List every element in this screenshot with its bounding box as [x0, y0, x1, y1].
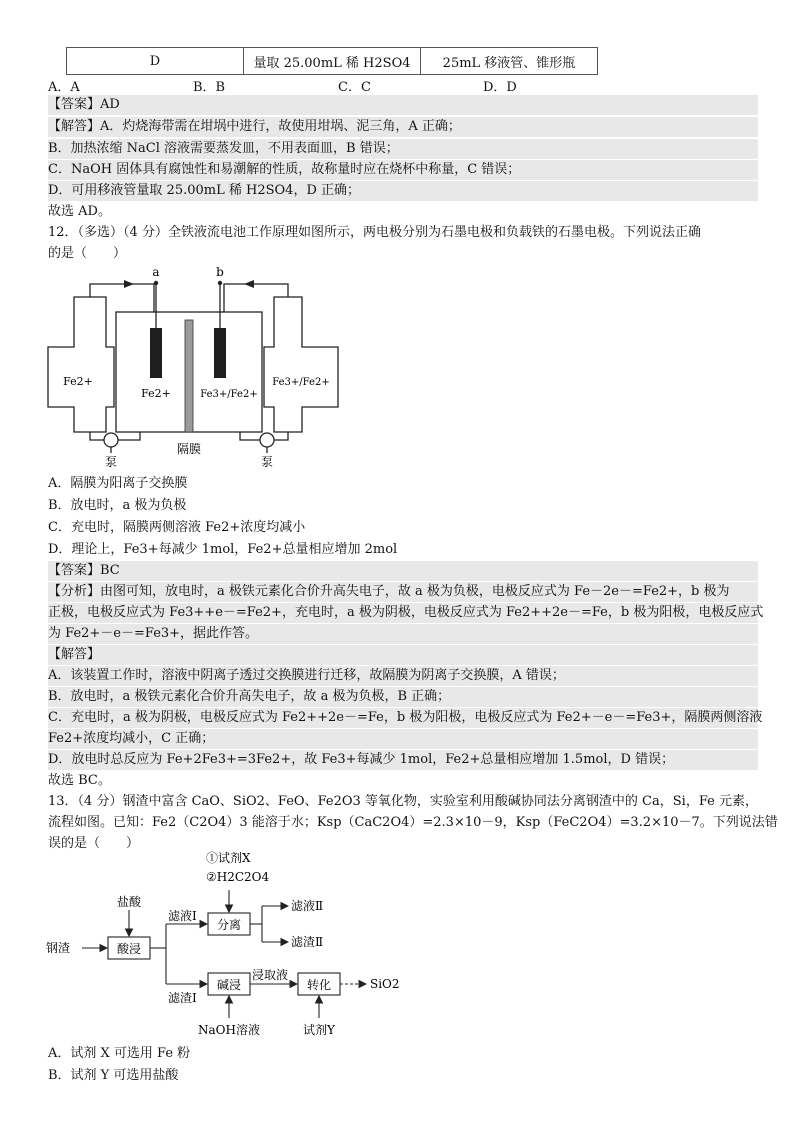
- naoh-label: NaOH溶液: [198, 1023, 260, 1037]
- q12-analysis-2: 正极，电极反应式为 Fe3++e－=Fe2+，充电时，a 极为阴极，电极反应式为 Fe2++2e－=Fe，b 极为阳极，电极反应式: [48, 603, 758, 623]
- q13-stem-2: 流程如图。已知：Fe2（C2O4）3 能溶于水；Ksp（CaC2O4）=2.3×10－9，Ksp（FeC2O4）=3.2×10－7。下列说法错: [48, 815, 778, 830]
- q12-analysis-1: 【分析】由图可知，放电时，a 极铁元素化合价升高失电子，故 a 极为负极，电极反应式为 Fe－2e－=Fe2+，b 极为: [48, 582, 758, 602]
- hcl-label: 盐酸: [116, 895, 142, 909]
- q11-analysis-5: 故选 AD。: [48, 204, 111, 219]
- q12-analysis-9: D．放电时总反应为 Fe+2Fe3+=3Fe2+，故 Fe3+每减少 1mol，Fe2+总量相应增加 1.5mol，D 错误；: [48, 750, 758, 770]
- flow-chart: [44, 848, 414, 1042]
- q13-stem-1: 13．（4 分）钢渣中富含 CaO、SiO2、FeO、Fe2O3 等氧化物，实验室利用酸碱协同法分离钢渣中的 Ca，Si，Fe 元素，: [48, 794, 758, 809]
- reagent-y-label: 试剂Y: [303, 1023, 335, 1037]
- q11-analysis-1: 【解答】A．灼烧海带需在坩埚中进行，故使用坩埚、泥三角，A 正确；: [48, 117, 758, 137]
- separate-box: 分离: [216, 918, 242, 932]
- q12-option-d: D．理论上，Fe3+每减少 1mol，Fe2+总量相应增加 2mol: [48, 542, 398, 557]
- q12-answer: 【答案】BC: [48, 561, 758, 581]
- q12-analysis-8: Fe2+浓度均减小，C 正确；: [48, 729, 758, 749]
- q13-option-a: A．试剂 X 可选用 Fe 粉: [48, 1046, 191, 1061]
- q12-stem-2: 的是（ ）: [48, 246, 127, 261]
- leachate-label: 浸取液: [252, 968, 289, 982]
- battery-diagram: [44, 262, 344, 470]
- q11-analysis-3: C．NaOH 固体具有腐蚀性和易潮解的性质，故称量时应在烧杯中称量，C 错误；: [48, 160, 758, 180]
- left-tank-label: Fe2+: [63, 375, 93, 388]
- q12-analysis-3: 为 Fe2+－e－=Fe3+，据此作答。: [48, 624, 758, 644]
- alkali-leach-box: 碱浸: [216, 978, 242, 992]
- choice-d: D．D: [483, 80, 517, 95]
- pump-right-label: 泵: [260, 455, 274, 469]
- table-cell-instrument: 25mL 移液管、锥形瓶: [421, 48, 598, 75]
- membrane-label: 隔膜: [176, 442, 202, 456]
- q12-analysis-5: A．该装置工作时，溶液中阴离子透过交换膜进行迁移，故隔膜为阴离子交换膜，A 错误；: [48, 666, 758, 686]
- choice-a: A．A: [48, 80, 80, 95]
- pump-left-label: 泵: [104, 455, 118, 469]
- q12-option-c: C．充电时，隔膜两侧溶液 Fe2+浓度均减小: [48, 520, 306, 535]
- q12-option-a: A．隔膜为阳离子交换膜: [48, 476, 188, 491]
- q11-analysis-2: B．加热浓缩 NaCl 溶液需要蒸发皿，不用表面皿，B 错误；: [48, 139, 758, 159]
- q12-analysis-10: 故选 BC。: [48, 773, 111, 788]
- sio2-label: SiO2: [370, 977, 400, 991]
- q11-answer: 【答案】AD: [48, 95, 758, 115]
- q12-analysis-6: B．放电时，a 极铁元素化合价升高失电子，故 a 极为负极，B 正确；: [48, 687, 758, 707]
- choice-b: B．B: [193, 80, 226, 95]
- q12-analysis-4: 【解答】: [48, 645, 758, 665]
- q11-choices: [48, 76, 668, 95]
- option-table: [66, 47, 598, 75]
- table-cell-operation: 量取 25.00mL 稀 H2SO4: [244, 48, 421, 75]
- right-tank-label: Fe3+/Fe2+: [272, 377, 330, 388]
- q13-option-b: B．试剂 Y 可选用盐酸: [48, 1068, 179, 1083]
- filtrate1-label: 滤液Ⅰ: [168, 909, 197, 923]
- table-cell-label: D: [67, 48, 244, 75]
- reagent-x-label: ①试剂X: [206, 851, 251, 865]
- q11-analysis-4: D．可用移液管量取 25.00mL 稀 H2SO4，D 正确；: [48, 181, 758, 201]
- table-row: [67, 48, 598, 75]
- acid-leach-box: 酸浸: [116, 942, 142, 956]
- q13-stem-3: 误的是（ ）: [48, 836, 140, 851]
- q12-stem-1: 12．（多选）（4 分）全铁液流电池工作原理如图所示，两电极分别为石墨电极和负载铁的石墨电极。下列说法正确: [48, 225, 701, 240]
- electrode-a-label: a: [152, 265, 160, 279]
- residue1-label: 滤渣Ⅰ: [168, 991, 197, 1005]
- residue2-label: 滤渣Ⅱ: [291, 935, 324, 949]
- choice-c: C．C: [338, 80, 371, 95]
- reagent-h2c2o4-label: ②H2C2O4: [206, 870, 270, 884]
- convert-box: 转化: [306, 978, 332, 992]
- q12-option-b: B．放电时，a 极为负极: [48, 498, 187, 513]
- raw-material-label: 钢渣: [46, 941, 71, 955]
- left-cell-label: Fe2+: [141, 387, 171, 400]
- electrode-b-label: b: [216, 265, 224, 279]
- q12-analysis-7: C．充电时，a 极为阴极，电极反应式为 Fe2++2e－=Fe，b 极为阳极，电极反应式为 Fe2+－e－=Fe3+，隔膜两侧溶液: [48, 708, 758, 728]
- right-cell-label: Fe3+/Fe2+: [200, 389, 258, 400]
- filtrate2-label: 滤液Ⅱ: [291, 899, 324, 913]
